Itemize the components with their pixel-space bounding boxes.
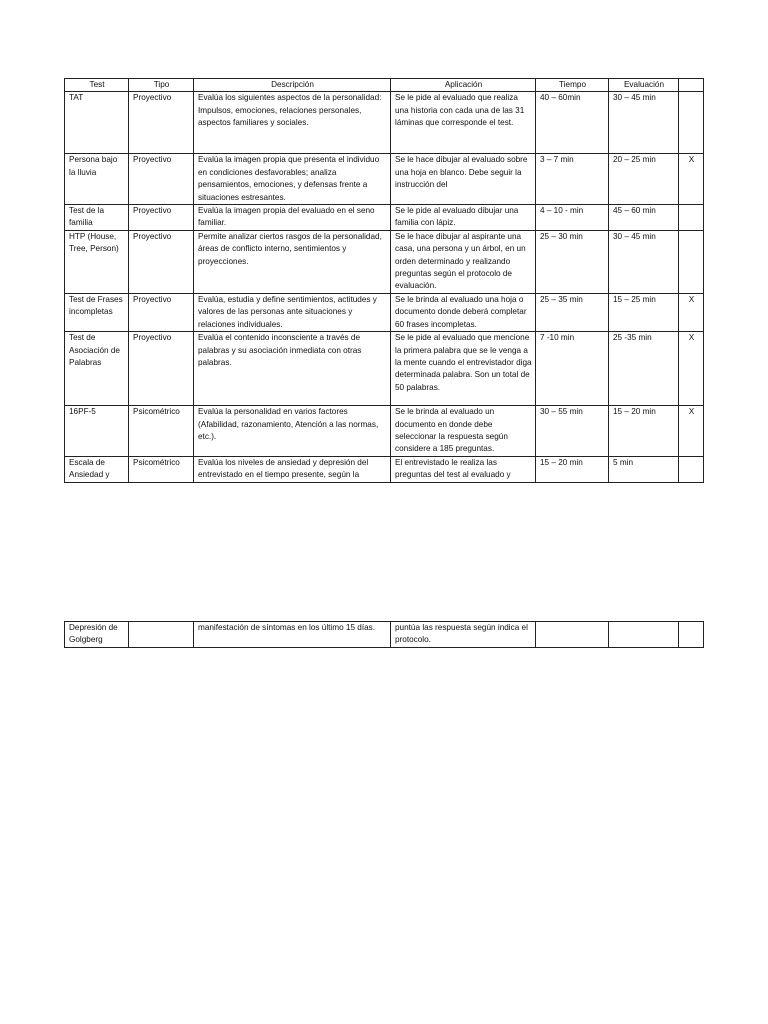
cell-evaluacion: 45 – 60 min xyxy=(609,205,679,231)
cell-test: HTP (House, Tree, Person) xyxy=(65,230,129,293)
cell-test: Depresión de Golgberg xyxy=(65,622,129,648)
cell-aplicacion: Se le pide al evaluado dibujar una familia con lápiz. xyxy=(391,205,536,231)
cell-marca: X xyxy=(679,293,704,331)
cell-test: Persona bajo la lluvia xyxy=(65,154,129,205)
cell-tiempo: 7 -10 min xyxy=(536,332,609,406)
cell-test: Test de Frases incompletas xyxy=(65,293,129,331)
cell-marca: X xyxy=(679,154,704,205)
table-row xyxy=(65,92,704,154)
cell-aplicacion: Se le hace dibujar al aspirante una casa, una persona y un árbol, en un orden determinado y realizando preguntas según el protocolo de evaluación. xyxy=(391,230,536,293)
cell-descripcion xyxy=(194,456,391,482)
header-evaluacion: Evaluación xyxy=(609,79,679,92)
table-row xyxy=(65,154,704,205)
cell-descripcion: Evalúa los siguientes aspectos de la personalidad: Impulsos, emociones, relaciones personales, aspectos familiares y sociales. xyxy=(194,92,391,154)
cell-marca: X xyxy=(679,332,704,406)
tests-table xyxy=(64,78,704,483)
cell-evaluacion: 25 -35 min xyxy=(609,332,679,406)
table-row xyxy=(65,230,704,293)
table-row xyxy=(65,293,704,331)
cell-descripcion: Evalúa la personalidad en varios factores (Afabilidad, razonamiento, Atención a las normas, etc.). xyxy=(194,406,391,457)
cell-tipo-text: Psicométrico xyxy=(133,457,180,467)
header-row xyxy=(65,79,704,92)
cell-tipo xyxy=(129,456,194,482)
cell-descripcion: Evalúa el contenido inconsciente a través de palabras y su asociación inmediata con otras palabras. xyxy=(194,332,391,406)
cell-tiempo: 15 – 20 min xyxy=(536,456,609,482)
cell-test xyxy=(65,456,129,482)
cell-aplicacion: Se le pide al evaluado que realiza una historia con cada una de las 31 láminas que corresponde el test. xyxy=(391,92,536,154)
cell-aplicacion: puntúa las respuesta según indica el protocolo. xyxy=(391,622,536,648)
cell-tipo xyxy=(129,622,194,648)
cell-test-text: Escala de Ansiedad y xyxy=(69,457,110,480)
cell-evaluacion: 30 – 45 min xyxy=(609,92,679,154)
table-row xyxy=(65,406,704,457)
cell-evaluacion: 15 – 25 min xyxy=(609,293,679,331)
cell-marca xyxy=(679,456,704,482)
cell-marca xyxy=(679,230,704,293)
cell-aplicacion: Se le pide al evaluado que mencione la primera palabra que se le venga a la mente cuando el entrevistador diga determinada palabra. Son un total de 50 palabras. xyxy=(391,332,536,406)
cell-descripcion: manifestación de síntomas en los último 15 días. xyxy=(194,622,391,648)
header-marca xyxy=(679,79,704,92)
cell-tipo: Psicométrico xyxy=(129,406,194,457)
cell-descripcion: Permite analizar ciertos rasgos de la personalidad, áreas de conflicto interno, sentimientos y proyecciones. xyxy=(194,230,391,293)
cell-test: Test de la familia xyxy=(65,205,129,231)
cell-tipo: Proyectivo xyxy=(129,205,194,231)
tests-table-continuation xyxy=(64,621,704,648)
header-tipo: Tipo xyxy=(129,79,194,92)
cell-test: Test de Asociación de Palabras xyxy=(65,332,129,406)
cell-tipo: Proyectivo xyxy=(129,293,194,331)
cell-descripcion: Evalúa, estudia y define sentimientos, actitudes y valores de las personas ante situaciones y relaciones individuales. xyxy=(194,293,391,331)
cell-aplicacion xyxy=(391,456,536,482)
cell-descripcion: Evalúa la imagen propia del evaluado en el seno familiar. xyxy=(194,205,391,231)
header-test: Test xyxy=(65,79,129,92)
header-descripcion: Descripción xyxy=(194,79,391,92)
cell-aplicacion: Se le brinda al evaluado un documento en donde debe seleccionar la respuesta según considere a 185 preguntas. xyxy=(391,406,536,457)
cell-tiempo: 4 – 10 - min xyxy=(536,205,609,231)
header-aplicacion: Aplicación xyxy=(391,79,536,92)
cell-evaluacion xyxy=(609,622,679,648)
cell-aplicacion: Se le hace dibujar al evaluado sobre una hoja en blanco. Debe seguir la instrucción del xyxy=(391,154,536,205)
cell-evaluacion: 20 – 25 min xyxy=(609,154,679,205)
cell-descripcion-text: Evalúa los niveles de ansiedad y depresión del entrevistado en el tiempo presente, según la xyxy=(198,457,369,480)
cell-tipo: Proyectivo xyxy=(129,154,194,205)
cell-test: 16PF-5 xyxy=(65,406,129,457)
cell-tiempo: 25 – 35 min xyxy=(536,293,609,331)
cell-aplicacion-text: El entrevistado le realiza las preguntas del test al evaluado y xyxy=(395,457,511,480)
table-row xyxy=(65,332,704,406)
cell-evaluacion: 5 min xyxy=(609,456,679,482)
table-row xyxy=(65,622,704,648)
cell-marca xyxy=(679,622,704,648)
cell-test: TAT xyxy=(65,92,129,154)
cell-evaluacion: 30 – 45 min xyxy=(609,230,679,293)
cell-tiempo: 3 – 7 min xyxy=(536,154,609,205)
cell-marca xyxy=(679,92,704,154)
cell-tiempo: 30 – 55 min xyxy=(536,406,609,457)
cell-aplicacion: Se le brinda al evaluado una hoja o documento donde deberá completar 60 frases incompletas. xyxy=(391,293,536,331)
table-row xyxy=(65,456,704,482)
cell-tipo: Proyectivo xyxy=(129,92,194,154)
cell-tiempo: 25 – 30 min xyxy=(536,230,609,293)
cell-tipo: Proyectivo xyxy=(129,230,194,293)
cell-tiempo: 40 – 60min xyxy=(536,92,609,154)
cell-tiempo xyxy=(536,622,609,648)
cell-evaluacion: 15 – 20 min xyxy=(609,406,679,457)
cell-descripcion: Evalúa la imagen propia que presenta el individuo en condiciones desfavorables; analiza pensamientos, emociones, y defensas frente a situaciones estresantes. xyxy=(194,154,391,205)
header-tiempo: Tiempo xyxy=(536,79,609,92)
table-row xyxy=(65,205,704,231)
cell-marca xyxy=(679,205,704,231)
cell-tipo: Proyectivo xyxy=(129,332,194,406)
cell-marca: X xyxy=(679,406,704,457)
